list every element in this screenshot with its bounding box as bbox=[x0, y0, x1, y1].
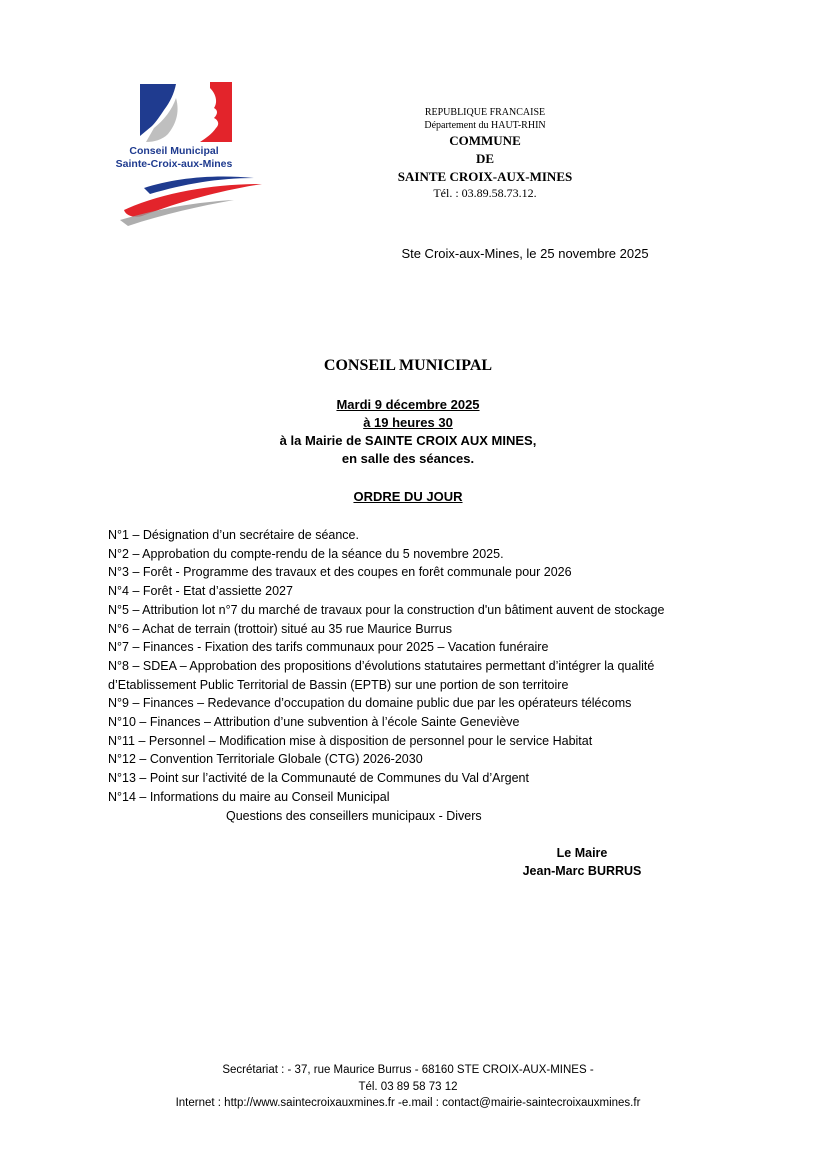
agenda-item: N°2 – Approbation du compte-rendu de la séance du 5 novembre 2025. bbox=[108, 546, 504, 561]
commune-label: COMMUNE bbox=[449, 133, 521, 148]
agenda-item: N°7 – Finances - Fixation des tarifs communaux pour 2025 – Vacation funéraire bbox=[108, 640, 549, 655]
date-line: Ste Croix-aux-Mines, le 25 novembre 2025 bbox=[401, 246, 649, 261]
footer-telephone: Tél. 03 89 58 73 12 bbox=[358, 1080, 458, 1093]
agenda-item: N°14 – Informations du maire au Conseil Municipal bbox=[108, 789, 390, 804]
telephone-label: Tél. : 03.89.58.73.12. bbox=[433, 186, 537, 200]
signature-name: Jean-Marc BURRUS bbox=[522, 864, 642, 878]
signature-block bbox=[500, 844, 664, 880]
de-label: DE bbox=[475, 151, 495, 166]
ordre-du-jour-heading: ORDRE DU JOUR bbox=[353, 489, 463, 504]
departement-label: Département du HAUT-RHIN bbox=[424, 120, 546, 131]
agenda-list bbox=[108, 526, 798, 825]
agenda-item: N°3 – Forêt - Programme des travaux et des coupes en forêt communale pour 2026 bbox=[108, 565, 572, 580]
document-title: CONSEIL MUNICIPAL bbox=[323, 357, 493, 374]
meeting-time: à 19 heures 30 bbox=[363, 415, 453, 430]
agenda-item: N°6 – Achat de terrain (trottoir) situé au 35 rue Maurice Burrus bbox=[108, 621, 453, 636]
agenda-item: N°11 – Personnel – Modification mise à disposition de personnel pour le service Habitat bbox=[108, 733, 593, 748]
agenda-item: N°12 – Convention Territoriale Globale (CTG) 2026-2030 bbox=[108, 752, 423, 767]
agenda-item: d’Etablissement Public Territorial de Bassin (EPTB) sur une portion de son territoire bbox=[108, 677, 569, 692]
meeting-room: en salle des séances. bbox=[341, 451, 475, 466]
ville-label: SAINTE CROIX-AUX-MINES bbox=[397, 169, 573, 184]
signature-role: Le Maire bbox=[556, 846, 608, 860]
questions-item: Questions des conseillers municipaux - Divers bbox=[226, 808, 482, 823]
footer-address: Secrétariat : - 37, rue Maurice Burrus - 68160 STE CROIX-AUX-MINES - bbox=[222, 1064, 594, 1076]
logo-text-line1: Conseil Municipal bbox=[129, 145, 219, 157]
agenda-item: N°1 – Désignation d’un secrétaire de séance. bbox=[108, 528, 359, 542]
meeting-place: à la Mairie de SAINTE CROIX AUX MINES, bbox=[279, 433, 537, 448]
logo-red-shape bbox=[200, 82, 232, 142]
agenda-item: N°4 – Forêt - Etat d’assiette 2027 bbox=[108, 584, 293, 599]
conseil-municipal-logo bbox=[114, 80, 266, 230]
agenda-item: N°9 – Finances – Redevance d’occupation du domaine public due par les opérateurs télécoms bbox=[108, 696, 632, 711]
agenda-item: N°10 – Finances – Attribution d’une subvention à l’école Sainte Geneviève bbox=[108, 715, 520, 730]
logo-red-swoosh bbox=[124, 184, 262, 217]
commune-header bbox=[360, 106, 610, 201]
footer-contact: Internet : http://www.saintecroixauxmines.fr -e.mail : contact@mairie-saintecroixauxmines.fr bbox=[175, 1097, 641, 1109]
meeting-details bbox=[200, 396, 616, 468]
republique-label: REPUBLIQUE FRANCAISE bbox=[424, 107, 546, 118]
meeting-date: Mardi 9 décembre 2025 bbox=[336, 397, 480, 412]
logo-text-line2: Sainte-Croix-aux-Mines bbox=[115, 158, 233, 170]
agenda-item: N°8 – SDEA – Approbation des propositions d’évolutions statutaires permettant d’intégrer la qualité bbox=[108, 658, 655, 673]
agenda-item: N°13 – Point sur l’activité de la Communauté de Communes du Val d’Argent bbox=[108, 771, 529, 786]
footer bbox=[100, 1062, 716, 1112]
agenda-item: N°5 – Attribution lot n°7 du marché de travaux pour la construction d'un bâtiment auvent de stockage bbox=[108, 602, 665, 617]
